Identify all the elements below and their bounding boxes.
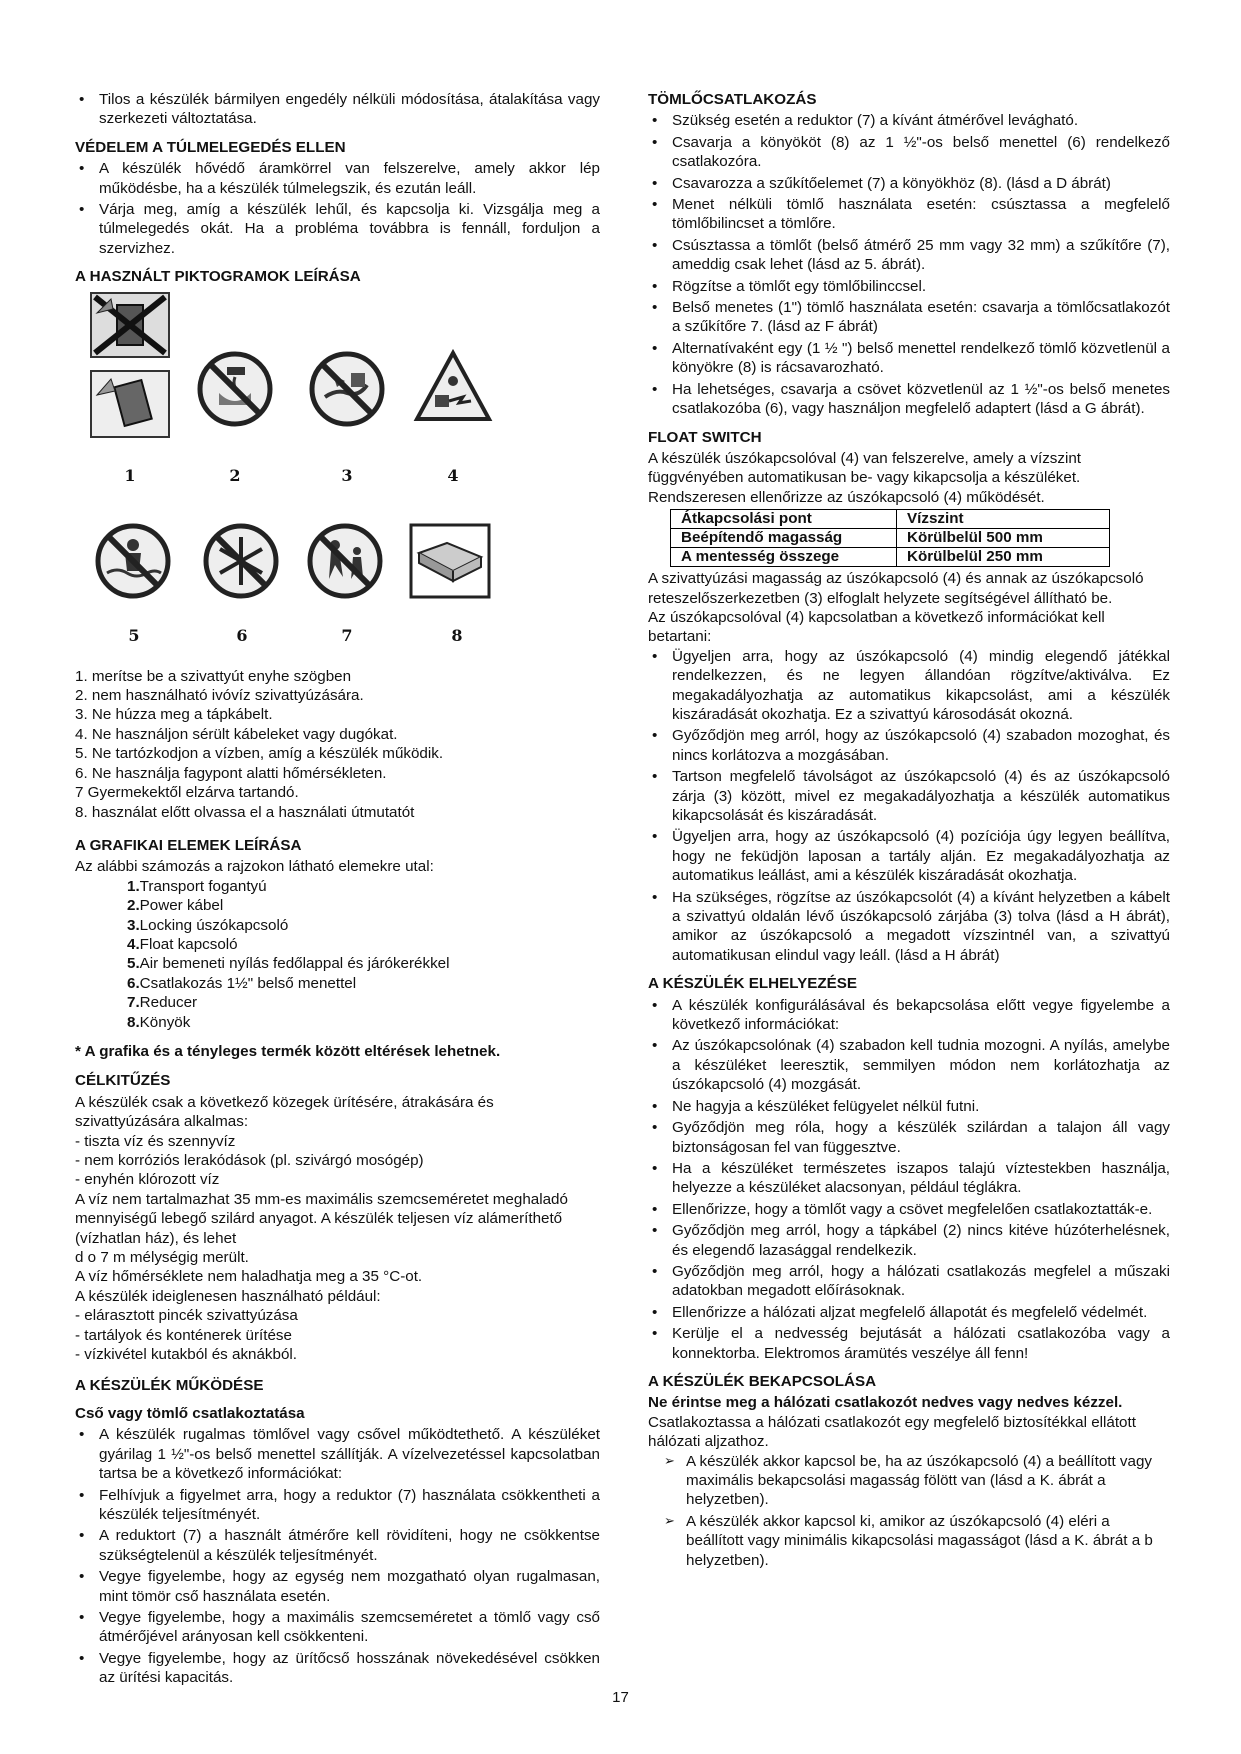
overheat-title: VÉDELEM A TÚLMELEGEDÉS ELLEN: [75, 138, 346, 156]
hose-conn-list: [648, 111, 1170, 418]
hose-item-3: • A reduktort (7) a használt átmérőre kell rövidíteni, hogy ne csökkentse szükségtelenül a készülék teljesítményét.: [75, 1526, 600, 1565]
placement-item-7: • Győződjön meg arról, hogy a tápkábel (2) nincs kitéve húzóterhelésnek, és elegendő lazasággal rendelkezik.: [648, 1221, 1170, 1260]
goal-line-8: A készülék ideiglenesen használható például:: [75, 1287, 381, 1305]
hose-subtitle: Cső vagy tömlő csatlakoztatása: [75, 1404, 305, 1422]
hose-item-4: • Vegye figyelembe, hogy az egység nem mozgatható olyan rugalmasan, mint tömör cső használata esetén.: [75, 1567, 600, 1606]
graphic-title: A GRAFIKAI ELEMEK LEÍRÁSA: [75, 836, 302, 854]
placement-title: A KÉSZÜLÉK ELHELYEZÉSE: [648, 975, 858, 993]
hose-item-2: • Felhívjuk a figyelmet arra, hogy a reduktor (7) használata csökkentheti a készülék teljesítményét.: [75, 1486, 600, 1525]
picto-number-5: 5: [128, 625, 140, 645]
placement-item-2: • Az úszókapcsolónak (4) szabadon kell tudnia mozogni. A nyílás, amelybe a készüléket leeresztik, semmilyen módon nem korlátozhatja az úszókapcsoló (4) mozgását.: [648, 1036, 1170, 1094]
table-row: [671, 548, 1110, 567]
goal-line-2: - tiszta víz és szennyvíz: [75, 1132, 236, 1150]
switchon-item-2: ➢ A készülék akkor kapcsol ki, amikor az úszókapcsoló (4) eléri a beállított vagy minimális kikapcsolási magasságot (lásd a K. ábrát a b helyzetben).: [662, 1512, 1170, 1570]
float-after-table: A szivattyúzási magasság az úszókapcsoló (4) és annak az úszókapcsoló reteszelőszerkezetben (3) elfoglalt helyzete segítségével állítható be.: [648, 570, 1144, 607]
goal-line-4: - enyhén klórozott víz: [75, 1171, 220, 1189]
float-switch-table: [670, 509, 1110, 567]
goal-line-5: A víz nem tartalmazhat 35 mm-es maximális szemcseméretet meghaladó mennyiségű lebegő szilárd anyagot. A készülék teljesen víz alámeríthető (vízhatlan ház), és lehet: [75, 1190, 568, 1247]
part-4: 4.Float kapcsoló: [127, 935, 238, 953]
table-cell: Átkapcsolási pont: [671, 510, 897, 529]
placement-list: [648, 996, 1170, 1363]
picto-desc-3: 3. Ne húzza meg a tápkábelt.: [75, 706, 273, 724]
no-drinking-water-icon: [195, 349, 275, 429]
hose-item-6: • Vegye figyelembe, hogy az ürítőcső hosszának növekedésével csökken az ürítési kapacitás.: [75, 1649, 600, 1688]
picto-number-2: 2: [229, 465, 241, 485]
goal-line-1: A készülék csak a következő közegek ürítésére, átrakására és szivattyúzására alkalmas:: [75, 1093, 494, 1131]
hose-conn-item-3: • Csavarozza a szűkítőelemet (7) a könyökhöz (8). (lásd a D ábrát): [648, 174, 1170, 193]
float-item-3: • Tartson megfelelő távolságot az úszókapcsoló (4) és az úszókapcsoló zárja (3) között, mivel ez megakadályozhatja a készülék automatikus kikapcsolását és kiszáradását.: [648, 767, 1170, 825]
goal-line-11: - vízkivétel kutakból és aknákból.: [75, 1346, 298, 1364]
hose-item-1: • A készülék rugalmas tömlővel vagy csővel működtethető. A készüléket gyárilag 1 ½"-os belső menettel szállítják. A vízelvezetéssel kapcsolatban tartsa be a következő információkat:: [75, 1425, 600, 1483]
switchon-intro: Csatlakoztassa a hálózati csatlakozót egy megfelelő biztosítékkal ellátott hálózati aljzathoz.: [648, 1413, 1136, 1451]
placement-item-3: • Ne hagyja a készüléket felügyelet nélkül futni.: [648, 1097, 1170, 1116]
float-item-2: • Győződjön meg arról, hogy az úszókapcsoló (4) szabadon mozoghat, és nincs korlátozva a mozgásában.: [648, 726, 1170, 765]
float-item-5: • Ha szükséges, rögzítse az úszókapcsolót (4) a kívánt helyzetben a kábelt a szivattyú oldalán lévő úszókapcsoló zárjába (3) tolva (lásd a H ábrát), amikor az úszókapcsoló a megadott vízszintnél van, a szivattyú automatikusan elindul vagy leáll. (lásd a H ábrát): [648, 888, 1170, 966]
table-row: [671, 529, 1110, 548]
graphic-intro: Az alábbi számozás a rajzokon látható elemekre utal:: [75, 858, 434, 876]
switchon-item-1: ➢ A készülék akkor kapcsol be, ha az úszókapcsoló (4) a beállított vagy maximális bekapcsolási magasság fölött van (lásd a K. ábrát a helyzetben).: [662, 1452, 1170, 1510]
goal-title: CÉLKITŰZÉS: [75, 1072, 171, 1090]
switchon-title: A KÉSZÜLÉK BEKAPCSOLÁSA: [648, 1372, 877, 1390]
part-1: 1.Transport fogantyú: [127, 877, 267, 895]
picto-number-4: 4: [447, 465, 459, 485]
switchon-list: [648, 1452, 1170, 1570]
picto-desc-1: 1. merítse be a szivattyút enyhe szögben: [75, 667, 352, 685]
placement-item-6: • Ellenőrizze, hogy a tömlőt vagy a csövet megfelelően csatlakoztatták-e.: [648, 1200, 1170, 1219]
overheat-item-2: • Várja meg, amíg a készülék lehűl, és kapcsolja ki. Vizsgálja meg a túlmelegedés okát. Ha a probléma továbbra is fennáll, forduljon a szervizhez.: [75, 200, 600, 258]
no-pull-cable-icon: [307, 349, 387, 429]
placement-item-5: • Ha a készüléket természetes iszapos talajú víztestekben használja, helyezze a készüléket alacsonyan, például téglákra.: [648, 1159, 1170, 1198]
goal-line-6: d o 7 m mélységig merült.: [75, 1249, 249, 1267]
hose-conn-title: TÖMLŐCSATLAKOZÁS: [648, 91, 817, 108]
parts-list: [75, 877, 600, 1032]
float-intro: A készülék úszókapcsolóval (4) van felszerelve, amely a vízszint függvényében automatikusan be- vagy kikapcsolja a készüléket. Rendszeresen ellenőrizze az úszókapcsoló (4) működését.: [648, 449, 1082, 506]
hose-conn-item-6: • Rögzítse a tömlőt egy tömlőbilinccsel.: [648, 277, 1170, 296]
keep-children-away-icon: [305, 521, 385, 601]
table-cell: Beépítendő magasság: [671, 529, 897, 548]
pictogram-grid: [75, 291, 600, 661]
hose-list: [75, 1425, 600, 1687]
right-column: [648, 90, 1170, 1572]
part-7: 7.Reducer: [127, 994, 198, 1012]
hose-item-5: • Vegye figyelembe, hogy a maximális szemcseméretet a tömlő vagy cső átmérőjével arányosan kell csökkenteni.: [75, 1608, 600, 1647]
hose-conn-item-5: • Csúsztassa a tömlőt (belső átmérő 25 mm vagy 32 mm) a szűkítőre (7), ameddig csak lehet (lásd az 5. ábrát).: [648, 236, 1170, 275]
read-manual-icon: [409, 523, 491, 599]
goal-text: [75, 1093, 600, 1365]
difference-note: * A grafika és a tényleges termék között eltérések lehetnek.: [75, 1042, 501, 1060]
overheat-list: [75, 159, 600, 258]
part-2: 2.Power kábel: [127, 897, 224, 915]
float-item-1: • Ügyeljen arra, hogy az úszókapcsoló (4) mindig elegendő játékkal rendelkezzen, és ne legyen állandóan rögzítve/aktiválva. Ez megakadályozhatja az automatikus kikapcsolást, ami a készülék kiszáradását okozhatja. Ez a szivattyú károsodását okozná.: [648, 647, 1170, 725]
hose-conn-item-1: • Szükség esetén a reduktor (7) a kívánt átmérővel levágható.: [648, 111, 1170, 130]
goal-line-9: - elárasztott pincék szivattyúzása: [75, 1307, 298, 1325]
damaged-cable-warning-icon: [413, 347, 493, 427]
left-column: [75, 90, 600, 1690]
intro-list: [75, 90, 600, 129]
goal-line-7: A víz hőmérséklete nem haladhatja meg a 35 °C-ot.: [75, 1268, 423, 1286]
table-cell: Körülbelül 250 mm: [897, 548, 1110, 567]
hose-conn-item-7: • Belső menetes (1") tömlő használata esetén: csavarja a tömlőcsatlakozót a szűkítőre 7. (lásd az F ábrát): [648, 298, 1170, 337]
hose-conn-item-4: • Menet nélküli tömlő használata esetén: csúsztassa a megfelelő tömlőbilincset a tömlőre.: [648, 195, 1170, 234]
picto-desc-5: 5. Ne tartózkodjon a vízben, amíg a készülék működik.: [75, 745, 444, 763]
float-item-4: • Ügyeljen arra, hogy az úszókapcsoló (4) pozíciója úgy legyen beállítva, hogy ne feküdjön laposan a tartály alján. Ez megakadályozhatja az automatikus leállást, ami a készülék kiszáradását okozhatja.: [648, 827, 1170, 885]
picto-number-3: 3: [341, 465, 353, 485]
picto-desc-2: 2. nem használható ivóvíz szivattyúzására.: [75, 687, 364, 705]
goal-line-10: - tartályok és konténerek ürítése: [75, 1326, 292, 1344]
table-cell: Vízszint: [897, 510, 1110, 529]
table-cell: A mentesség összege: [671, 548, 897, 567]
placement-item-10: • Kerülje el a nedvesség bejutását a hálózati csatlakozóba vagy a konnektorba. Elektromos áramütés veszélye áll fenn!: [648, 1324, 1170, 1363]
no-person-in-water-icon: [93, 521, 173, 601]
pictogram-descriptions: [75, 667, 600, 822]
switchon-warning: Ne érintse meg a hálózati csatlakozót nedves vagy nedves kézzel.: [648, 1394, 1123, 1412]
placement-item-1: • A készülék konfigurálásával és bekapcsolása előtt vegye figyelembe a következő információkat:: [648, 996, 1170, 1035]
hose-conn-item-9: • Ha lehetséges, csavarja a csövet közvetlenül az 1 ½"-os belső menetes csatlakozóba (6), vagy használjon megfelelő adaptert (lásd a G ábrát).: [648, 380, 1170, 419]
picto-number-1: 1: [124, 465, 136, 485]
part-6: 6.Csatlakozás 1½" belső menettel: [127, 974, 357, 992]
operation-title: A KÉSZÜLÉK MŰKÖDÉSE: [75, 1377, 264, 1395]
intro-bullet: • Tilos a készülék bármilyen engedély nélküli módosítása, átalakítása vagy szerkezeti változtatása.: [75, 90, 600, 129]
placement-item-4: • Győződjön meg róla, hogy a készülék szilárdan a talajon áll vagy biztonságosan fel van függesztve.: [648, 1118, 1170, 1157]
picto-number-7: 7: [341, 625, 353, 645]
picto-desc-4: 4. Ne használjon sérült kábeleket vagy dugókat.: [75, 725, 398, 743]
pump-tilt-pictogram-icon: [89, 291, 171, 441]
float-list: [648, 647, 1170, 966]
picto-number-6: 6: [236, 625, 248, 645]
placement-item-9: • Ellenőrizze a hálózati aljzat megfelelő állapotát és megfelelő védelmét.: [648, 1303, 1170, 1322]
part-5: 5.Air bemeneti nyílás fedőlappal és járókerékkel: [127, 955, 450, 973]
goal-line-3: - nem korróziós lerakódások (pl. szivárgó mosógép): [75, 1152, 424, 1169]
table-row: [671, 510, 1110, 529]
hose-conn-item-2: • Csavarja a könyököt (8) az 1 ½"-os belső menettel (6) rendelkező csatlakozóra.: [648, 133, 1170, 172]
part-8: 8.Könyök: [127, 1013, 191, 1031]
page-number: 17: [612, 1689, 629, 1706]
placement-item-8: • Győződjön meg arról, hogy a hálózati csatlakozás megfelel a műszaki adatokban megadott előírásoknak.: [648, 1262, 1170, 1301]
picto-number-8: 8: [451, 625, 463, 645]
picto-desc-6: 6. Ne használja fagypont alatti hőmérsékleten.: [75, 764, 387, 782]
table-cell: Körülbelül 500 mm: [897, 529, 1110, 548]
picto-desc-8: 8. használat előtt olvassa el a használati útmutatót: [75, 803, 415, 821]
picto-desc-7: 7 Gyermekektől elzárva tartandó.: [75, 784, 299, 802]
float-title: FLOAT SWITCH: [648, 428, 762, 446]
part-3: 3.Locking úszókapcsoló: [127, 916, 289, 934]
float-info-intro: Az úszókapcsolóval (4) kapcsolatban a következő információkat kell betartani:: [648, 608, 1105, 646]
overheat-item-1: • A készülék hővédő áramkörrel van felszerelve, amely akkor lép működésbe, ha a készülék túlmelegszik, és ezután leáll.: [75, 159, 600, 198]
picto-title: A HASZNÁLT PIKTOGRAMOK LEÍRÁSA: [75, 268, 361, 286]
hose-conn-item-8: • Alternatívaként egy (1 ½ ") belső menettel rendelkező tömlő közvetlenül a könyökre (8) is rácsavarozható.: [648, 339, 1170, 378]
no-frost-icon: [201, 521, 281, 601]
